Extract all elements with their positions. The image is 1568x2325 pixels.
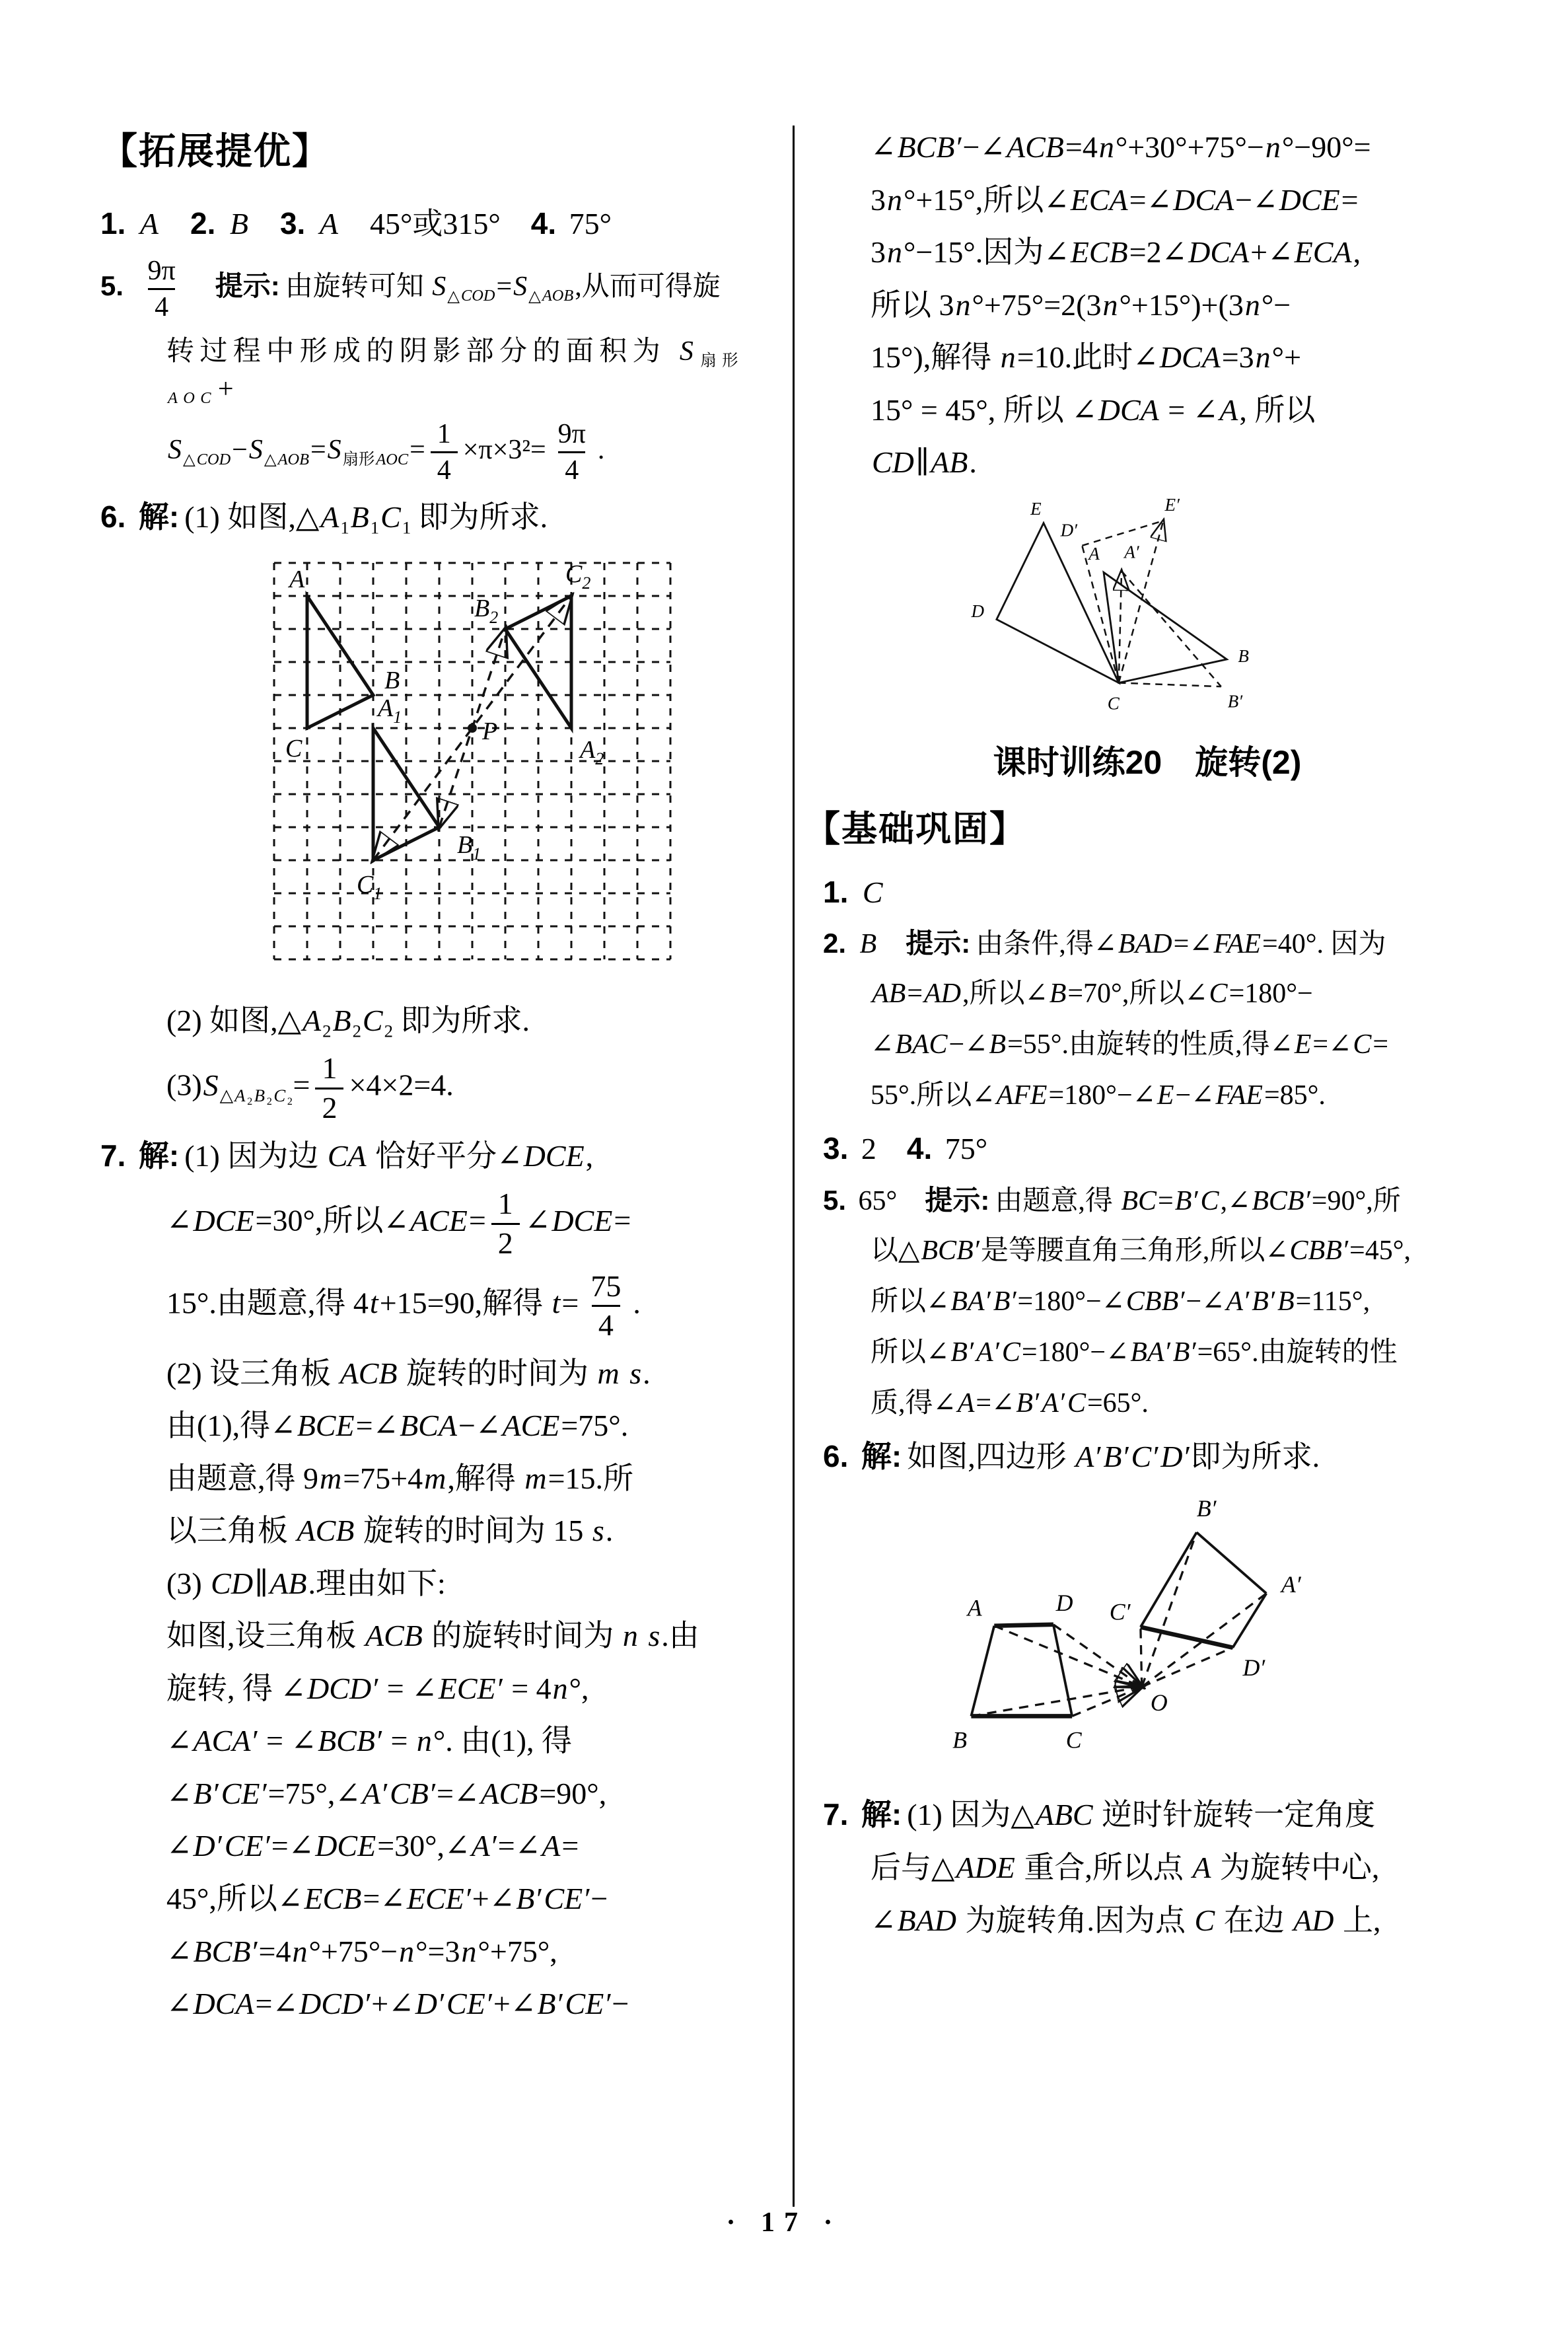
grid-label-B2: $B_2$ bbox=[474, 594, 499, 627]
quad-edge-Dp-Cp bbox=[1141, 1627, 1233, 1648]
left-part2 bbox=[100, 1000, 777, 2025]
fig1-label-E: E bbox=[1030, 498, 1042, 519]
fig1-label-A: A bbox=[1088, 543, 1100, 564]
text-line: ∠BAD 为旋转角.因为点 C 在边 AD 上, bbox=[871, 1903, 1381, 1937]
grid-label-C1: $C_1$ bbox=[357, 870, 382, 903]
text-line: $(3)S_{\triangle A_2B_2C_2}=$ $\frac{1}{2}$ ×4×2=4. bbox=[166, 1051, 454, 1125]
text-line: 质,得∠A=∠B′A′C=65°. bbox=[871, 1387, 1149, 1419]
grid-label-P: P bbox=[482, 717, 498, 745]
text-line: 后与△ADE 重合,所以点 A 为旋转中心, bbox=[871, 1851, 1380, 1885]
text-line: 7. 解: (1) 因为△ABC 逆时针旋转一定角度 bbox=[823, 1797, 1376, 1832]
quad-edge-Ap-Dp bbox=[1232, 1594, 1266, 1648]
fig2-label-A: A bbox=[967, 1595, 982, 1622]
rotation-figure-triangles-svg bbox=[917, 495, 1339, 713]
text-line: 1. C bbox=[823, 874, 883, 909]
text-line: 所以∠BA′B′=180°−∠CBB′−∠A′B′B=115°, bbox=[871, 1286, 1371, 1317]
text-line: 6. 解: (1) 如图$,\triangle A_1B_1C_1$ 即为所求. bbox=[100, 499, 548, 538]
text-line: (3) CD∥AB.理由如下: bbox=[166, 1566, 446, 1600]
text-line: 转过程中形成的阴影部分的面积为 $S_{扇形AOC}+$ bbox=[166, 336, 744, 408]
text-line: 15°.由题意,得 4t+15=90,解得 t= $\frac{75}{4}$ . bbox=[166, 1269, 641, 1343]
fig1-label-A-prime: A′ bbox=[1124, 542, 1139, 562]
dashed-B-O bbox=[971, 1687, 1141, 1716]
fig2-label-D: D bbox=[1055, 1590, 1073, 1617]
grid-label-C2: $C_2$ bbox=[565, 560, 591, 593]
text-line: 1. A 2. B 3. A 45°或315° 4. 75° bbox=[100, 206, 612, 240]
quad-edge-Bp-Ap bbox=[1197, 1533, 1267, 1594]
text-line: 3n°−15°.因为∠ECB=2∠DCA+∠ECA, bbox=[871, 235, 1361, 270]
right-part2 bbox=[804, 871, 1516, 1478]
grid-label-C: C bbox=[285, 734, 303, 762]
quad-edge-Cp-Bp bbox=[1141, 1533, 1197, 1627]
section-heading-extension: 【拓展提优】 bbox=[100, 130, 330, 172]
text-line: 2. B 提示: 由条件,得∠BAD=∠FAE=40°. 因为 bbox=[823, 928, 1386, 960]
text-line: ∠ACA′ = ∠BCB′ = n°. 由(1), 得 bbox=[166, 1724, 572, 1758]
dashed-grid bbox=[274, 563, 670, 959]
grid-label-A: A bbox=[289, 565, 305, 593]
fig2-label-C: C bbox=[1065, 1727, 1082, 1754]
fig2-label-C-prime: C′ bbox=[1109, 1598, 1131, 1625]
fig2-label-B: B bbox=[952, 1727, 968, 1754]
rotation-figure-quadrilaterals bbox=[910, 1489, 1516, 1783]
grid-figure bbox=[264, 553, 777, 986]
text-line: AB=AD,所以∠B=70°,所以∠C=180°− bbox=[872, 978, 1313, 1010]
text-line: 45°,所以∠ECB=∠ECE′+∠B′CE′− bbox=[166, 1882, 608, 1916]
text-line: ∠D′CE′=∠DCE=30°,∠A′=∠A= bbox=[166, 1829, 579, 1863]
text-line: ∠BAC−∠B=55°.由旋转的性质,得∠E=∠C= bbox=[871, 1029, 1389, 1060]
dashed-C-Ap bbox=[1119, 571, 1122, 683]
text-line: (2) 如图$,\triangle A_2B_2C_2$ 即为所求. bbox=[166, 1003, 530, 1041]
text-line: 7. 解: (1) 因为边 CA 恰好平分∠DCE, bbox=[100, 1138, 594, 1173]
fig1-label-B: B bbox=[1238, 646, 1249, 667]
text-line: 所以∠B′A′C=180°−∠BA′B′=65°.由旋转的性 bbox=[871, 1337, 1398, 1368]
rotation-figure-quadrilaterals-svg bbox=[910, 1489, 1346, 1779]
left-part1 bbox=[100, 203, 777, 538]
text-line: ∠DCA=∠DCD′+∠D′CE′+∠B′CE′− bbox=[166, 1987, 629, 2021]
dashed-D-O bbox=[1053, 1625, 1142, 1687]
fig2-label-O: O bbox=[1150, 1689, 1168, 1716]
dashed-O-Cp bbox=[1141, 1627, 1142, 1687]
text-line: (2) 设三角板 ACB 旋转的时间为 m s. bbox=[166, 1356, 651, 1390]
text-line: 以三角板 ACB 旋转的时间为 15 s. bbox=[166, 1514, 614, 1548]
page-number: · 17 · bbox=[726, 2207, 842, 2238]
text-line: 3. 2 4. 75° bbox=[823, 1131, 988, 1166]
text-line: ∠B′CE′=75°,∠A′CB′=∠ACB=90°, bbox=[166, 1776, 607, 1810]
dashed-Dp-Ep bbox=[1082, 521, 1163, 546]
fig1-label-B-prime: B′ bbox=[1227, 691, 1243, 712]
quad-edge-B-A bbox=[971, 1626, 994, 1716]
fig1-label-D: D bbox=[971, 601, 985, 621]
grid-label-A1: $A_1$ bbox=[378, 694, 402, 727]
text-line: 15° = 45°, 所以 ∠DCA = ∠A, 所以 bbox=[871, 392, 1316, 427]
fig2-label-D-prime: D′ bbox=[1242, 1654, 1265, 1681]
text-line: 3n°+15°,所以∠ECA=∠DCA−∠DCE= bbox=[871, 182, 1359, 217]
rotation-center-P-dot bbox=[468, 723, 477, 733]
grid-label-B1: $B_1$ bbox=[457, 830, 481, 864]
fig2-label-B-prime: B′ bbox=[1196, 1495, 1217, 1522]
right-column bbox=[804, 116, 1516, 1952]
dashed-Ap-Bp bbox=[1122, 571, 1221, 686]
text-line: 55°.所以∠AFE=180°−∠E−∠FAE=85°. bbox=[871, 1080, 1326, 1111]
fig2-label-A-prime: A′ bbox=[1281, 1571, 1301, 1598]
triangle-DEC bbox=[997, 523, 1119, 683]
column-divider bbox=[793, 126, 795, 2207]
fig1-label-C: C bbox=[1107, 693, 1120, 713]
lesson-heading: 课时训练20 旋转(2) bbox=[993, 743, 1302, 781]
right-part1 bbox=[804, 127, 1516, 484]
text-line: 5. 65° 提示: 由题意,得 BC=B′C,∠BCB′=90°,所 bbox=[823, 1184, 1401, 1216]
text-line: CD∥AB. bbox=[872, 445, 977, 480]
text-line: 5. $\frac{9\pi}{4}$ 提示: 由旋转可知 $S_{\triangle COD}=S_{\triangle AOB}$,从而可得旋 bbox=[100, 255, 721, 322]
quad-edge-A-D bbox=[994, 1625, 1053, 1626]
grid-label-B: B bbox=[384, 666, 400, 694]
text-line: ∠BCB′−∠ACB=4n°+30°+75°−n°−90°= bbox=[871, 130, 1371, 164]
section-heading-basics: 【基础巩固】 bbox=[804, 809, 1026, 849]
left-column bbox=[100, 122, 777, 2036]
text-line: 如图,设三角板 ACB 的旋转时间为 n s.由 bbox=[166, 1619, 699, 1653]
right-part3 bbox=[804, 1794, 1516, 1941]
grid-figure-svg bbox=[264, 553, 682, 982]
dashed-C-O bbox=[1072, 1687, 1142, 1716]
text-line: ∠DCE=30°,所以∠ACE= $\frac{1}{2}$ ∠DCE= bbox=[166, 1187, 631, 1260]
text-line: 旋转, 得 ∠DCD′ = ∠ECE′ = 4n°, bbox=[166, 1671, 589, 1705]
text-line: 由(1),得∠BCE=∠BCA−∠ACE=75°. bbox=[166, 1409, 629, 1443]
text-line: 由题意,得 9m=75+4m,解得 m=15.所 bbox=[166, 1461, 634, 1495]
dashed-C-Dp bbox=[1082, 543, 1118, 683]
text-line: ∠BCB′=4n°+75°−n°=3n°+75°, bbox=[166, 1934, 557, 1968]
text-line: 所以 3n°+75°=2(3n°+15°)+(3n°− bbox=[871, 287, 1291, 322]
text-line: $S_{\triangle COD}-S_{\triangle AOB}=S_{扇形AOC}=$ $\frac{1}{4}$ ×π×3²= $\frac{9\pi}{4}$ . bbox=[168, 418, 605, 486]
fig1-label-D-prime: D′ bbox=[1060, 520, 1078, 540]
text-line: 15°),解得 n=10.此时∠DCA=3n°+ bbox=[871, 340, 1302, 375]
text-line: 6. 解: 如图,四边形 A′B′C′D′即为所求. bbox=[823, 1438, 1320, 1473]
rotation-figure-triangles bbox=[917, 495, 1516, 716]
text-line: 以△BCB′是等腰直角三角形,所以∠CBB′=45°, bbox=[871, 1235, 1411, 1266]
dashed-C-Bp bbox=[1119, 683, 1221, 686]
grid-label-A2: $A_2$ bbox=[580, 735, 604, 768]
fig1-label-E-prime: E′ bbox=[1164, 495, 1180, 515]
triangle-ACB bbox=[1104, 572, 1227, 683]
